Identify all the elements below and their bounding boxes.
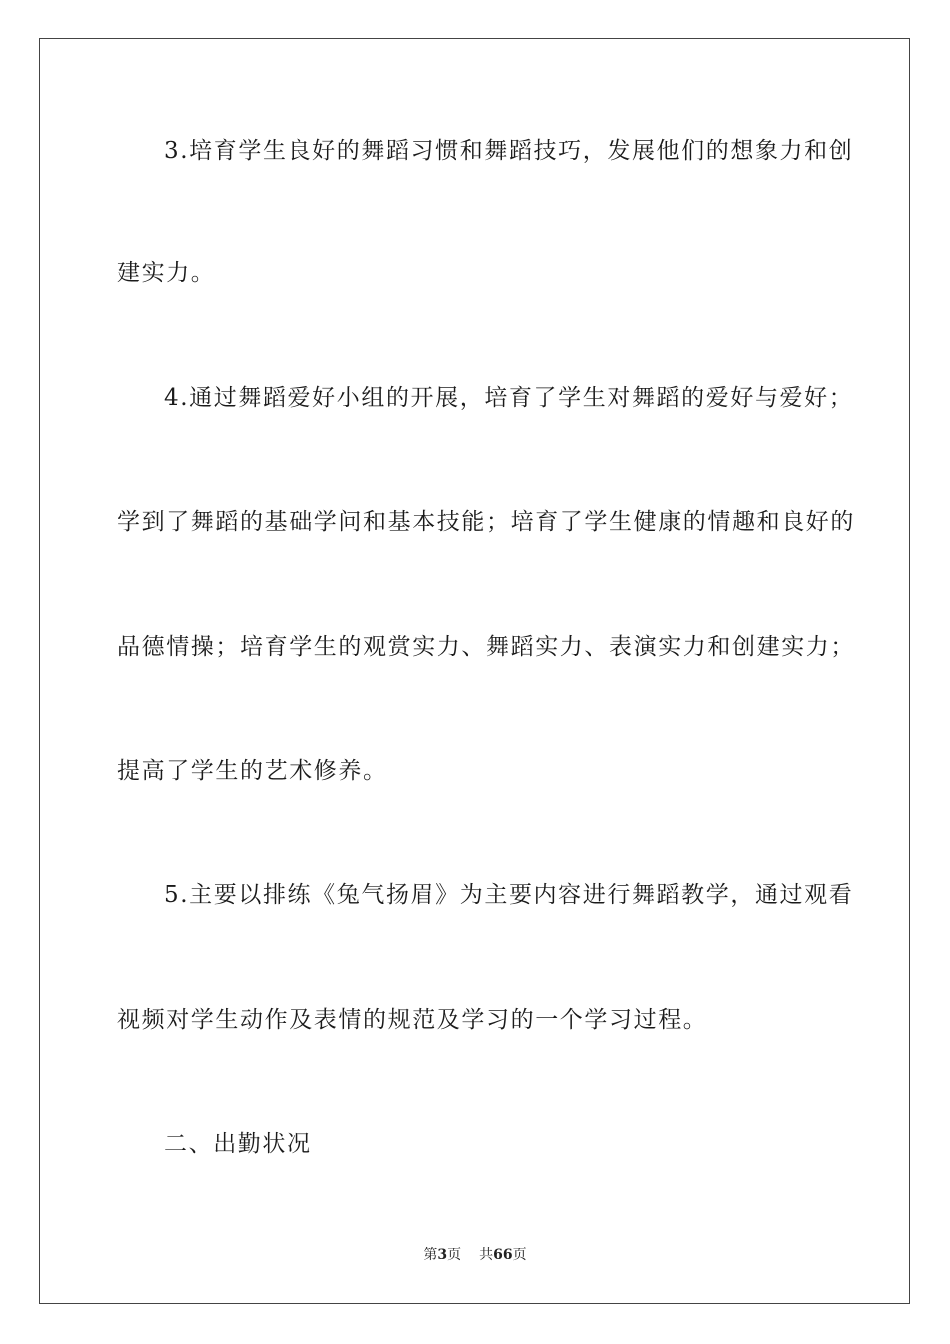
paragraph-3-line-2: 建实力。 <box>117 260 216 286</box>
total-prefix: 共 <box>479 1247 494 1263</box>
page-suffix: 页 <box>447 1247 462 1263</box>
paragraph-5-line-2: 视频对学生动作及表情的规范及学习的一个学习过程。 <box>117 1007 708 1033</box>
paragraph-5-line-1: 5.主要以排练《兔气扬眉》为主要内容进行舞蹈教学，通过观看 <box>164 882 854 908</box>
paragraph-4-line-1: 4.通过舞蹈爱好小组的开展，培育了学生对舞蹈的爱好与爱好； <box>164 385 854 411</box>
page-prefix: 第 <box>423 1247 438 1263</box>
paragraph-4-line-3: 品德情操；培育学生的观赏实力、舞蹈实力、表演实力和创建实力； <box>117 634 855 660</box>
paragraph-3-line-1: 3.培育学生良好的舞蹈习惯和舞蹈技巧，发展他们的想象力和创 <box>164 138 854 164</box>
page-number: 3 <box>437 1247 448 1263</box>
paragraph-4-line-2: 学到了舞蹈的基础学问和基本技能；培育了学生健康的情趣和良好的 <box>117 509 855 535</box>
page-border <box>39 38 910 1304</box>
total-pages: 66 <box>493 1247 513 1263</box>
page-footer <box>0 1245 950 1265</box>
total-suffix: 页 <box>512 1247 527 1263</box>
section-heading: 二、出勤状况 <box>164 1131 312 1157</box>
paragraph-4-line-4: 提高了学生的艺术修养。 <box>117 758 388 784</box>
